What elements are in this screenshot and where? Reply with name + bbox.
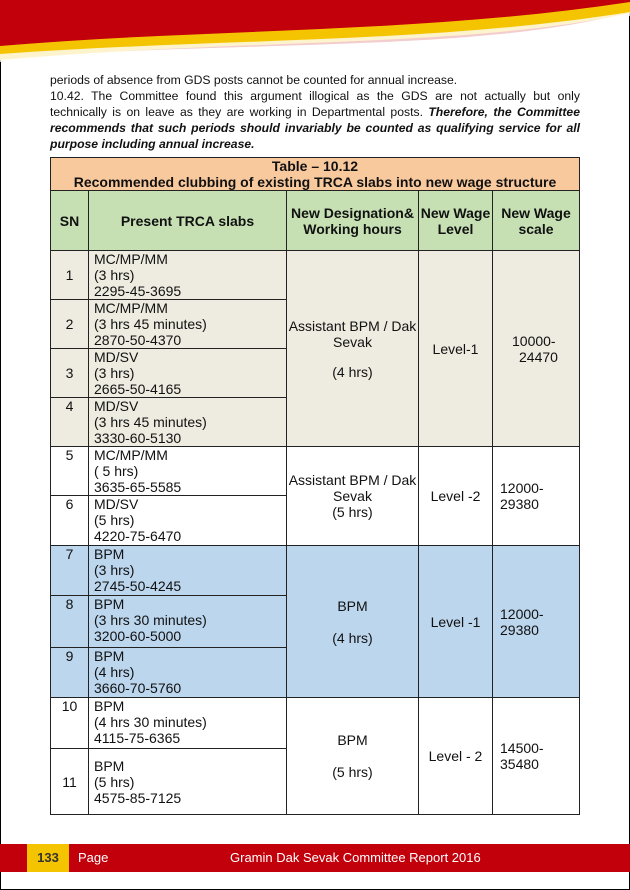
- designation-hours: (5 hrs): [332, 764, 373, 780]
- page-number: 133: [27, 844, 69, 872]
- table-subtitle: Recommended clubbing of existing TRCA slabs into new wage structure: [73, 174, 557, 190]
- sn-cell: 11: [51, 749, 89, 815]
- slab-range: 3660-70-5760: [94, 680, 182, 696]
- designation-hours: (4 hrs): [332, 363, 373, 380]
- slab-name: MD/SV: [94, 349, 139, 365]
- wage-scale-start: 12000-: [500, 605, 544, 622]
- slab-range: 4220-75-6470: [94, 528, 182, 544]
- slab-range: 3200-60-5000: [94, 628, 182, 644]
- body-text: [50, 72, 580, 152]
- sn-cell: 7: [51, 546, 89, 596]
- header-wage-level: New Wage Level: [419, 191, 493, 251]
- slab-name: BPM: [94, 757, 125, 774]
- wage-level-cell: Level - 2: [419, 698, 493, 815]
- designation-hours: (5 hrs): [332, 504, 373, 520]
- paragraph-normal: 10.42. The Committee found this argument illogical as the GDS are not actually but only technically is on leave as they are working in Departmental posts.: [50, 89, 580, 119]
- designation-cell: [287, 698, 419, 815]
- slab-hours: (5 hrs): [94, 773, 135, 790]
- slab-cell: [89, 300, 287, 349]
- sn-cell: 3: [51, 349, 89, 398]
- slab-range: 2745-50-4245: [94, 578, 182, 594]
- sn-cell: 8: [51, 596, 89, 648]
- designation: Assistant BPM / Dak Sevak: [288, 317, 417, 350]
- wage-scale-cell: [493, 447, 580, 546]
- header-designation: New Designation& Working hours: [287, 191, 419, 251]
- slab-name: MD/SV: [94, 398, 139, 414]
- slab-range: 4575-85-7125: [94, 789, 182, 806]
- wage-scale-start: 14500-: [500, 740, 544, 756]
- slab-cell: [89, 251, 287, 300]
- table-title: Table – 10.12: [271, 158, 359, 174]
- table-row: [51, 698, 580, 749]
- slab-name: MC/MP/MM: [94, 251, 168, 267]
- wage-scale-end: 35480: [500, 756, 539, 772]
- slab-range: 2295-45-3695: [94, 283, 182, 299]
- sn-cell: 2: [51, 300, 89, 349]
- slab-hours: (3 hrs 45 minutes): [94, 316, 207, 332]
- trca-slab-table: [50, 157, 580, 815]
- designation-cell: [287, 447, 419, 546]
- designation: BPM: [337, 732, 368, 748]
- wage-scale-cell: [493, 251, 580, 447]
- wage-level-cell: Level-1: [419, 251, 493, 447]
- paragraph-recommendation: Therefore, the Committee recommends that such periods should invariably be counted as qualifying service for all purpose including annual increase.: [50, 105, 580, 151]
- sn-cell: 4: [51, 398, 89, 447]
- slab-hours: (5 hrs): [94, 512, 135, 528]
- wage-scale-cell: [493, 698, 580, 815]
- sn-cell: 10: [51, 698, 89, 749]
- slab-name: BPM: [94, 596, 125, 612]
- slab-range: 3330-60-5130: [94, 430, 182, 446]
- slab-name: BPM: [94, 648, 125, 664]
- slab-cell: [89, 398, 287, 447]
- page-label: Page: [78, 850, 109, 865]
- slab-name: BPM: [94, 698, 125, 714]
- slab-hours: (3 hrs 30 minutes): [94, 612, 207, 628]
- slab-cell: [89, 349, 287, 398]
- wage-scale-end: 29380: [500, 496, 539, 512]
- header-sn: SN: [51, 191, 89, 251]
- slab-cell: [89, 546, 287, 596]
- sn-cell: 6: [51, 496, 89, 546]
- sn-cell: 9: [51, 648, 89, 698]
- slab-name: MC/MP/MM: [94, 447, 168, 463]
- slab-cell: [89, 749, 287, 815]
- slab-hours: (3 hrs 45 minutes): [94, 414, 207, 430]
- header-slabs: Present TRCA slabs: [89, 191, 287, 251]
- sn-cell: 5: [51, 447, 89, 496]
- slab-cell: [89, 698, 287, 749]
- designation: Assistant BPM / Dak Sevak: [288, 472, 417, 504]
- table-row: [51, 447, 580, 496]
- wage-scale-cell: [493, 546, 580, 698]
- wage-scale-end: 29380: [500, 621, 539, 638]
- slab-cell: [89, 496, 287, 546]
- wage-level-cell: Level -1: [419, 546, 493, 698]
- slab-range: 2870-50-4370: [94, 332, 182, 348]
- paragraph-10-42: [50, 88, 580, 152]
- slab-hours: (3 hrs): [94, 267, 135, 283]
- wage-scale-start: 12000-: [500, 480, 544, 496]
- designation-cell: [287, 251, 419, 447]
- table-title-cell: [51, 158, 580, 191]
- continuation-line: periods of absence from GDS posts cannot be counted for annual increase.: [50, 73, 458, 87]
- slab-hours: (3 hrs): [94, 562, 135, 578]
- slab-range: 4115-75-6365: [94, 730, 181, 746]
- slab-name: MD/SV: [94, 496, 139, 512]
- slab-name: BPM: [94, 546, 125, 562]
- wage-scale-end: 24470: [519, 348, 558, 365]
- slab-hours: (4 hrs 30 minutes): [94, 714, 207, 730]
- slab-cell: [89, 447, 287, 496]
- slab-cell: [89, 648, 287, 698]
- designation-cell: [287, 546, 419, 698]
- report-title: Gramin Dak Sevak Committee Report 2016: [230, 850, 481, 865]
- wage-scale-start: 10000-: [512, 332, 556, 349]
- table-row: [51, 251, 580, 300]
- header-swoosh-graphic: [0, 0, 630, 70]
- slab-range: 3635-65-5585: [94, 479, 182, 495]
- slab-hours: (3 hrs): [94, 365, 135, 381]
- table-row: [51, 546, 580, 596]
- slab-hours: (4 hrs): [94, 664, 135, 680]
- header-wage-scale: New Wage scale: [493, 191, 580, 251]
- wage-level-cell: Level -2: [419, 447, 493, 546]
- designation: BPM: [337, 597, 368, 614]
- sn-cell: 1: [51, 251, 89, 300]
- designation-hours: (4 hrs): [332, 629, 373, 646]
- slab-name: MC/MP/MM: [94, 300, 168, 316]
- slab-range: 2665-50-4165: [94, 381, 182, 397]
- slab-hours: ( 5 hrs): [94, 463, 139, 479]
- slab-cell: [89, 596, 287, 648]
